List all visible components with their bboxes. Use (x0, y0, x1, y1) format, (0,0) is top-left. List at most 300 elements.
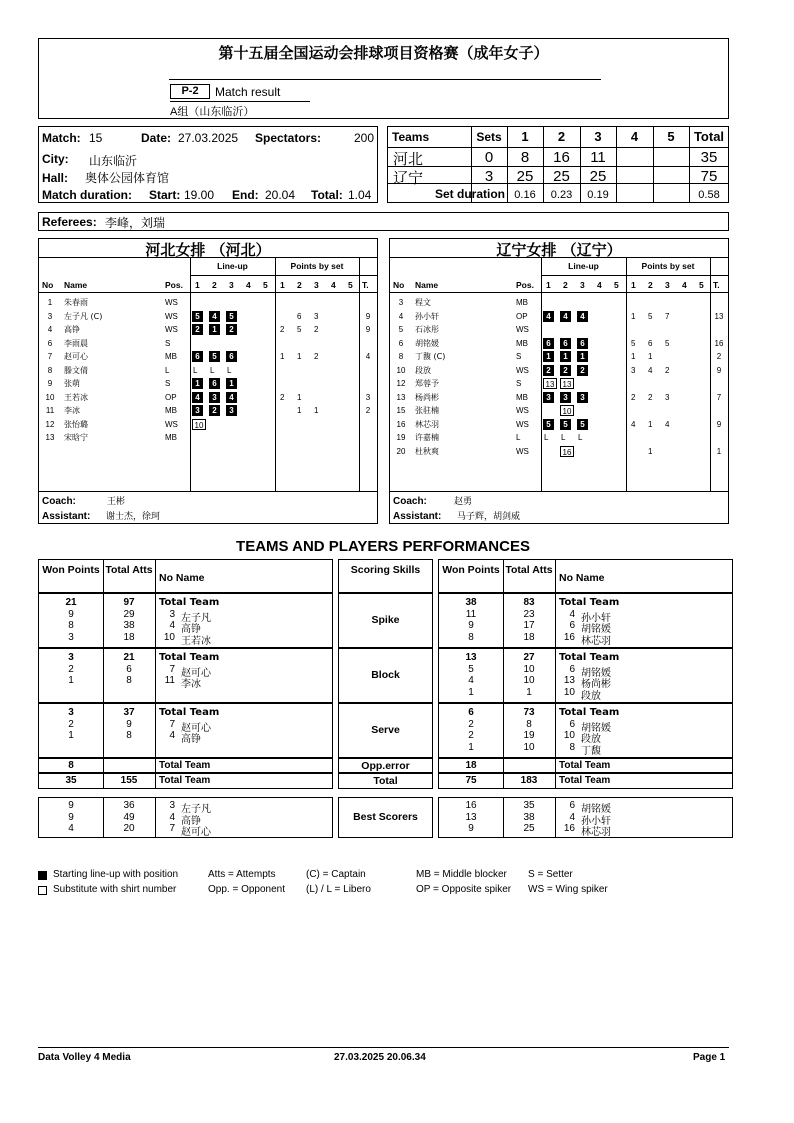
substitute-number-box: 13 (543, 378, 557, 389)
match-date: 27.03.2025 (178, 131, 239, 145)
legend-text: Starting line-up with position (53, 869, 179, 880)
points-set-4: 4 (331, 280, 336, 290)
won-points: 4 (68, 823, 74, 834)
title-rule (39, 257, 377, 258)
won-points: 75 (465, 775, 477, 786)
skill-name: Block (371, 668, 400, 681)
set-points: 5 (297, 325, 302, 334)
total-value: 1.04 (348, 188, 372, 202)
assistant-label: Assistant: (393, 511, 442, 522)
player-name: 赵可心 (181, 827, 211, 838)
player-number: 7 (169, 718, 175, 730)
player-position: S (165, 379, 171, 388)
won-points: 18 (465, 760, 477, 771)
player-name: 林芯羽 (415, 419, 439, 429)
perf-block-b (438, 593, 733, 648)
starting-position-box: 5 (192, 311, 203, 322)
referees-label: Referees: (42, 215, 97, 229)
libero-mark: L (561, 433, 566, 442)
score-cell-s1: 25 (516, 168, 534, 185)
set-points: 1 (297, 352, 302, 361)
score-header-set5: 5 (667, 129, 675, 144)
player-name: Total Team (559, 652, 620, 663)
player-number: 20 (396, 446, 406, 456)
won-points: 21 (65, 597, 77, 608)
player-name: 高铮 (181, 624, 201, 635)
libero-mark: L (210, 365, 215, 375)
player-total-points: 9 (716, 365, 722, 375)
substitute-number-box: 16 (560, 446, 574, 457)
player-number: 12 (396, 379, 406, 388)
player-position: WS (516, 446, 529, 456)
starting-position-box: 3 (577, 392, 588, 403)
player-name: 胡铭媛 (581, 722, 611, 734)
player-number: 8 (398, 352, 404, 361)
player-total-points: 3 (365, 392, 371, 402)
performances-title: TEAMS AND PLAYERS PERFORMANCES (236, 538, 530, 555)
player-name: 林芯羽 (581, 827, 611, 838)
substitute-legend-icon (38, 886, 47, 895)
total-atts: 18 (123, 631, 135, 643)
set-points: 2 (280, 325, 285, 334)
total-atts: 27 (523, 652, 535, 663)
set-points: 2 (631, 392, 636, 402)
header-box (38, 38, 729, 119)
perf-line-a (38, 758, 333, 773)
starting-position-box: 2 (209, 405, 220, 416)
lineup-set-1: 1 (546, 280, 551, 290)
player-position: MB (165, 433, 177, 442)
player-number: 11 (164, 675, 175, 686)
player-name: 胡铭媛 (415, 338, 439, 348)
player-position: MB (516, 392, 528, 402)
page-title: 第十五届全国运动会排球项目资格赛（成年女子） (218, 44, 549, 62)
won-points: 8 (68, 760, 74, 771)
score-header-set3: 3 (594, 129, 602, 144)
score-cell-s1: 8 (520, 149, 530, 166)
player-name: 丁馥 (C) (415, 352, 446, 361)
starting-position-box: 6 (209, 378, 220, 389)
player-position: OP (516, 311, 528, 321)
set-points: 6 (297, 311, 302, 321)
score-header-teams: Teams (392, 130, 430, 144)
player-name: 杨尚彬 (415, 392, 439, 402)
total-atts: 83 (523, 597, 535, 608)
perf-block-b (438, 703, 733, 758)
total-atts: 8 (526, 718, 532, 730)
player-position: WS (165, 298, 178, 307)
won-points: 2 (468, 730, 474, 741)
substitute-number-box: 10 (560, 405, 574, 416)
footer-right: Page 1 (693, 1052, 726, 1063)
perf-header-skills (338, 559, 433, 593)
libero-mark: L (227, 365, 232, 375)
player-row (390, 310, 728, 324)
substitute-number-box: 10 (192, 419, 206, 430)
player-row (39, 364, 377, 378)
player-position: WS (165, 311, 178, 321)
player-number: 19 (396, 433, 406, 442)
perf-line-b (438, 758, 733, 773)
set-points: 7 (665, 311, 670, 321)
total-atts: 17 (523, 620, 535, 631)
player-number: 10 (396, 365, 406, 375)
team-name: 河北女排 （河北） (145, 241, 271, 259)
team-label: Total Team (559, 760, 611, 771)
player-position: L (516, 433, 521, 442)
set-duration-3: 0.19 (587, 189, 609, 201)
subheader-rule (541, 275, 728, 276)
starting-position-box: 5 (209, 351, 220, 362)
won-points-header: Won Points (442, 564, 500, 576)
player-name: 程文 (415, 298, 431, 307)
total-atts: 18 (523, 631, 535, 643)
player-name: 王若冰 (64, 392, 88, 402)
starting-position-box: 2 (226, 324, 237, 335)
score-cell-sets: 0 (484, 149, 494, 166)
player-name: 胡铭媛 (581, 624, 611, 635)
won-points: 9 (468, 823, 474, 834)
total-atts: 183 (520, 775, 538, 786)
perf-header-b (438, 559, 733, 593)
player-name: Total Team (159, 597, 220, 608)
total-atts: 20 (123, 823, 135, 834)
assistant-label: Assistant: (42, 511, 91, 522)
total-atts: 8 (126, 675, 132, 686)
won-points: 8 (68, 620, 74, 631)
col-rule (155, 704, 156, 757)
legend-text: S = Setter (528, 869, 573, 880)
legend-text: MB = Middle blocker (416, 869, 507, 880)
player-name: 许嘉楠 (415, 433, 439, 442)
player-name: 郑蓉予 (415, 379, 439, 388)
score-cell-s3: 25 (589, 168, 607, 185)
starting-position-box: 4 (560, 311, 571, 322)
total-atts: 10 (523, 675, 535, 686)
total-atts: 21 (123, 652, 135, 663)
legend-text: Atts = Attempts (208, 869, 276, 880)
player-number: 11 (45, 406, 55, 415)
player-name: 高铮 (181, 815, 201, 827)
won-points: 9 (68, 811, 74, 823)
set-duration-1: 0.16 (514, 189, 536, 201)
total-atts: 38 (523, 811, 535, 823)
set-points: 2 (665, 365, 670, 375)
no-name-header: No Name (159, 572, 205, 584)
points-set-3: 3 (314, 280, 319, 290)
scoring-skills-header: Scoring Skills (350, 564, 421, 576)
lineup-set-4: 4 (597, 280, 602, 290)
player-number: 10 (563, 730, 575, 741)
coach-rule (390, 491, 728, 492)
team-b-box (389, 238, 729, 524)
won-points: 35 (65, 775, 77, 786)
header-rule (390, 292, 728, 293)
player-name: 李雨晨 (64, 338, 88, 348)
points-set-2: 2 (297, 280, 302, 290)
total-atts: 9 (126, 718, 132, 730)
player-name: 王若冰 (181, 635, 211, 647)
set-points: 5 (648, 311, 653, 321)
starting-position-box: 4 (543, 311, 554, 322)
hall-value: 奥体公园体育馆 (85, 171, 170, 185)
total-header: T. (713, 280, 720, 290)
player-number: 13 (563, 675, 575, 686)
player-name: 张怡璐 (64, 419, 88, 429)
no-header: No (42, 280, 54, 290)
assistant-names: 马子辉，胡剑威 (457, 512, 521, 522)
starting-position-box: 3 (560, 392, 571, 403)
player-row (390, 404, 728, 418)
total-atts: 155 (120, 775, 138, 786)
lineup-header: Line-up (217, 261, 248, 271)
perf-best-a (38, 797, 333, 838)
player-name: 杨尚彬 (581, 679, 611, 690)
player-number: 15 (396, 406, 406, 415)
starting-position-box: 5 (543, 419, 554, 430)
player-name: Total Team (159, 652, 220, 663)
player-row (39, 350, 377, 364)
set-points: 4 (648, 365, 653, 375)
player-name: 胡铭媛 (581, 804, 611, 815)
subheader-rule (190, 275, 377, 276)
perf-block-a (38, 593, 333, 648)
player-number: 13 (45, 433, 55, 442)
legend-text: Substitute with shirt number (53, 884, 177, 895)
player-row (390, 296, 728, 310)
starting-position-box: 2 (543, 365, 554, 376)
start-value: 19.00 (184, 188, 215, 202)
col-rule (155, 798, 156, 837)
points-header: Points by set (641, 261, 695, 271)
total-atts: 36 (123, 800, 135, 811)
spectators-label: Spectators: (255, 131, 322, 145)
won-points: 5 (468, 663, 474, 675)
player-name: 孙小轩 (581, 815, 611, 827)
header-rule (39, 292, 377, 293)
player-name: 左子凡 (181, 612, 211, 624)
starting-position-box: 2 (560, 365, 571, 376)
player-row (390, 431, 728, 445)
player-name: 滕文倩 (64, 365, 88, 375)
starting-position-box: 4 (226, 392, 237, 403)
perf-block-skill (338, 703, 433, 758)
player-name: 朱春雨 (64, 298, 88, 307)
title-rule (390, 257, 728, 258)
player-row (39, 310, 377, 324)
end-label: End: (232, 188, 259, 202)
total-atts-header: Total Atts (105, 564, 153, 576)
player-total-points: 2 (365, 406, 371, 415)
player-number: 3 (47, 311, 53, 321)
player-name: 胡铭媛 (581, 667, 611, 679)
player-row (390, 350, 728, 364)
set-points: 1 (648, 352, 653, 361)
starting-position-box: 4 (577, 311, 588, 322)
perf-header-a (38, 559, 333, 593)
player-number: 6 (569, 800, 575, 811)
player-total-points: 2 (716, 352, 722, 361)
perf-line-skill (338, 773, 433, 789)
substitute-number-box: 13 (560, 378, 574, 389)
report-name: Match result (215, 85, 281, 99)
player-position: S (516, 379, 522, 388)
points-set-5: 5 (699, 280, 704, 290)
points-set-4: 4 (682, 280, 687, 290)
player-position: MB (516, 338, 528, 348)
referees-box (38, 212, 729, 231)
player-name: 高铮 (181, 734, 201, 745)
score-cell-sets: 3 (484, 168, 494, 185)
won-points: 3 (68, 707, 74, 718)
player-position: MB (165, 352, 177, 361)
won-points: 13 (465, 652, 477, 663)
perf-best-skill (338, 797, 433, 838)
date-label: Date: (141, 131, 172, 145)
set-points: 3 (665, 392, 670, 402)
won-points: 8 (468, 631, 474, 643)
starting-position-box: 1 (577, 351, 588, 362)
set-points: 5 (665, 338, 670, 348)
set-points: 1 (631, 311, 636, 321)
player-position: WS (165, 325, 178, 334)
won-points: 1 (468, 741, 474, 753)
set-points: 6 (648, 338, 653, 348)
set-points: 1 (280, 352, 285, 361)
player-number: 6 (47, 338, 53, 348)
won-points: 13 (465, 811, 477, 823)
set-points: 2 (280, 392, 285, 402)
set-points: 1 (648, 419, 653, 429)
col-rule (555, 594, 556, 647)
player-position: WS (516, 419, 529, 429)
total-atts: 49 (123, 811, 135, 823)
footer-center: 27.03.2025 20.06.34 (334, 1052, 426, 1063)
total-atts: 6 (126, 663, 132, 675)
player-name: 段放 (581, 690, 601, 702)
won-points: 9 (68, 608, 74, 620)
set-points: 2 (314, 325, 319, 334)
player-total-points: 13 (714, 311, 724, 321)
player-row (39, 296, 377, 310)
set-duration-label: Set duration (434, 187, 505, 201)
col-rule (555, 798, 556, 837)
starting-position-box: 2 (192, 324, 203, 335)
score-header-set4: 4 (630, 129, 639, 144)
score-team-name: 辽宁 (393, 169, 424, 187)
player-row (390, 364, 728, 378)
player-number: 16 (563, 823, 575, 834)
player-number: 1 (47, 298, 53, 307)
starting-position-box: 1 (192, 378, 203, 389)
player-name: 张驻楠 (415, 406, 439, 415)
player-name: 林芯羽 (581, 635, 611, 647)
legend-text: (L) / L = Libero (306, 884, 371, 895)
name-header: Name (415, 280, 439, 290)
set-points: 4 (631, 419, 636, 429)
player-name: 李冰 (64, 406, 80, 415)
starting-position-box: 1 (209, 324, 220, 335)
player-total-points: 16 (714, 338, 724, 348)
libero-mark: L (544, 433, 549, 442)
perf-block-b (438, 648, 733, 703)
score-cell-s2: 16 (553, 149, 570, 166)
player-name: Total Team (159, 707, 220, 718)
player-number: 6 (569, 718, 575, 730)
score-table (387, 126, 729, 203)
total-atts: 97 (123, 597, 135, 608)
score-cell-s3: 11 (590, 149, 606, 166)
start-label: Start: (149, 188, 181, 202)
player-number: 8 (569, 741, 575, 753)
set-points: 2 (314, 352, 319, 361)
player-number: 5 (398, 325, 404, 334)
total-atts: 1 (526, 686, 532, 698)
player-name: 孙小轩 (581, 612, 611, 624)
total-atts: 19 (523, 730, 535, 741)
points-set-2: 2 (648, 280, 653, 290)
won-points-header: Won Points (42, 564, 100, 576)
won-points: 2 (68, 718, 74, 730)
player-row (39, 391, 377, 405)
points-set-1: 1 (280, 280, 285, 290)
col-rule (155, 560, 156, 592)
player-position: S (165, 338, 171, 348)
player-row (390, 377, 728, 391)
player-number: 9 (47, 379, 53, 388)
score-header-sets: Sets (476, 130, 502, 144)
match-info-box (38, 126, 378, 203)
coach-name: 王彬 (107, 497, 126, 507)
coach-name: 赵勇 (454, 497, 473, 507)
player-total-points: 7 (716, 392, 722, 402)
match-label: Match: (42, 131, 81, 145)
perf-block-skill (338, 593, 433, 648)
player-total-points: 1 (716, 446, 722, 456)
won-points: 6 (468, 707, 474, 718)
total-atts: 38 (123, 620, 135, 631)
player-row (390, 337, 728, 351)
won-points: 11 (465, 608, 477, 620)
pos-header: Pos. (516, 280, 534, 290)
perf-line-skill (338, 758, 433, 773)
total-atts: 23 (523, 608, 535, 620)
player-number: 3 (169, 800, 175, 811)
player-number: 10 (563, 686, 575, 698)
player-position: MB (165, 406, 177, 415)
starting-position-box: 3 (543, 392, 554, 403)
starting-position-box: 6 (560, 338, 571, 349)
score-cell-s2: 25 (553, 168, 570, 185)
set-points: 1 (297, 406, 302, 415)
player-total-points: 9 (365, 325, 371, 334)
col-rule (155, 774, 156, 788)
starting-position-box: 6 (226, 351, 237, 362)
starting-position-box: 1 (543, 351, 554, 362)
player-name: Total Team (559, 707, 620, 718)
skill-name: Serve (371, 723, 400, 736)
hall-label: Hall: (42, 171, 69, 185)
won-points: 1 (68, 730, 74, 741)
set-points: 1 (648, 446, 653, 456)
won-points: 38 (465, 597, 477, 608)
starting-position-box: 4 (209, 311, 220, 322)
score-header-set2: 2 (557, 129, 566, 144)
player-number: 3 (398, 298, 404, 307)
perf-line-a (38, 773, 333, 789)
lineup-header: Line-up (568, 261, 599, 271)
player-number: 7 (169, 823, 175, 834)
